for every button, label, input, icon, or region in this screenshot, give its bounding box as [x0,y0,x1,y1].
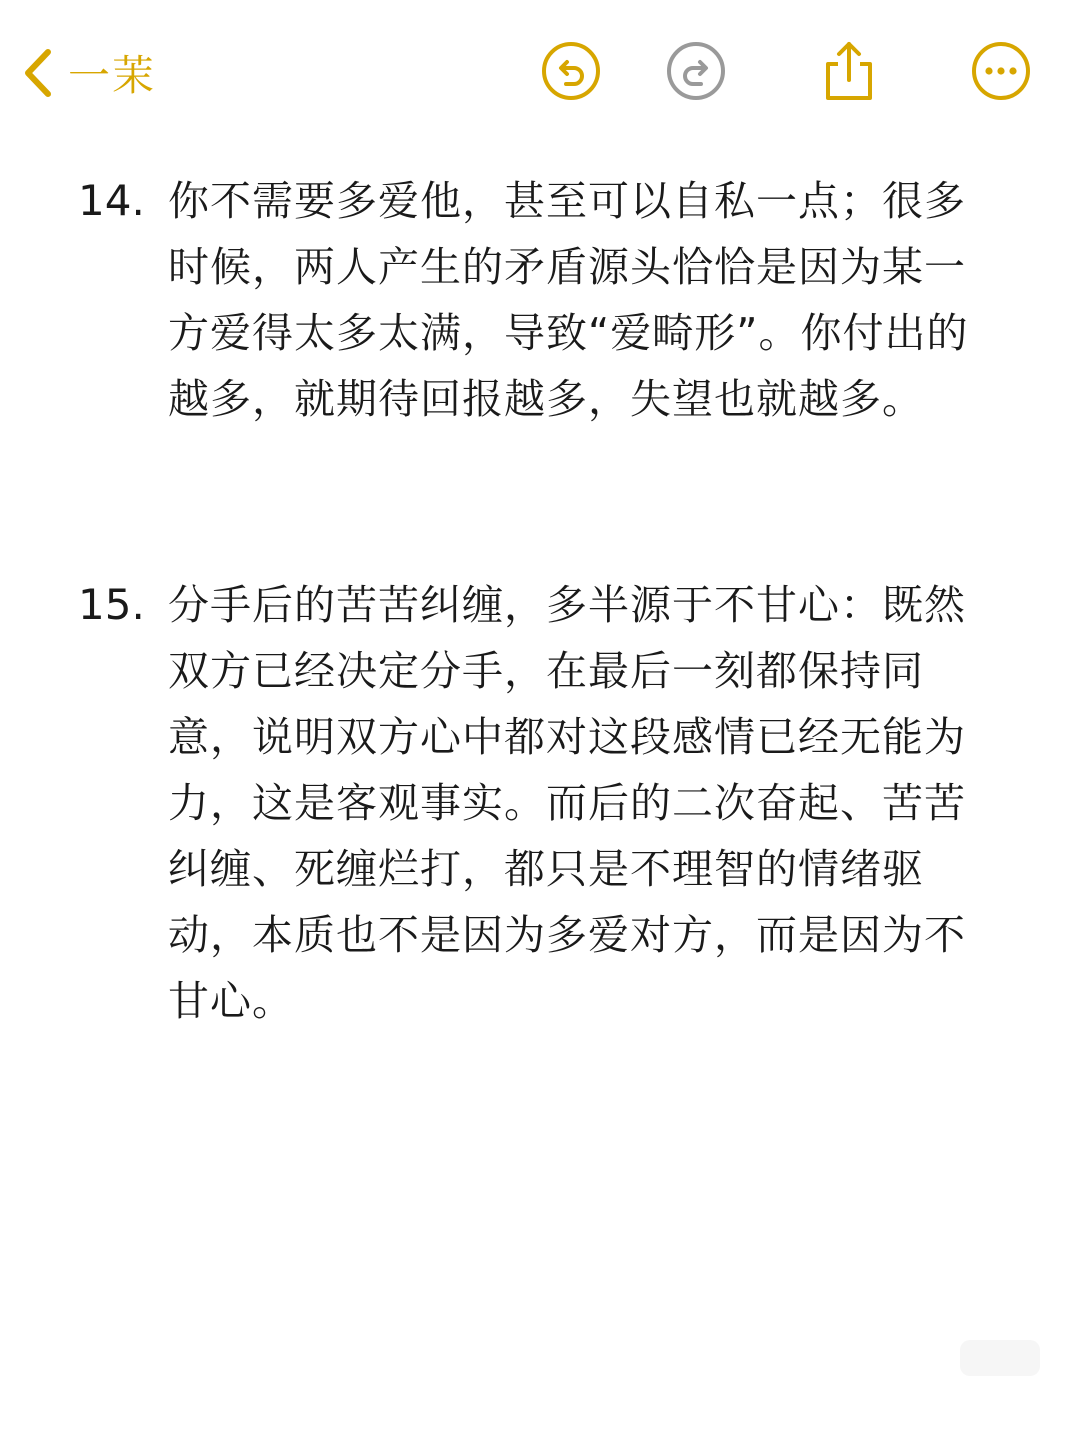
share-button[interactable] [818,40,880,102]
redo-icon [665,40,727,102]
more-button[interactable] [970,40,1032,102]
list-item-number: 15. [78,580,145,629]
back-button[interactable] [20,38,156,108]
undo-button[interactable] [540,40,602,102]
list-item [78,572,998,1034]
list-item-text: 你不需要多爱他，甚至可以自私一点；很多时候，两人产生的矛盾源头恰恰是因为某一方爱得太多太满，导致“爱畸形”。你付出的越多，就期待回报越多，失望也就越多。 [168,177,969,423]
undo-icon [540,40,602,102]
watermark [960,1340,1040,1376]
back-label: 一茉 [68,51,157,100]
list-item-text: 分手后的苦苦纠缠，多半源于不甘心：既然双方已经决定分手，在最后一刻都保持同意，说明双方心中都对这段感情已经无能为力，这是客观事实。而后的二次奋起、苦苦纠缠、死缠烂打，都只是不理智的情绪驱动，本质也不是因为多爱对方，而是因为不甘心。 [168,581,966,1025]
notes-toolbar [0,0,1080,140]
chevron-left-icon [20,46,54,100]
share-icon [818,40,880,102]
more-icon [970,40,1032,102]
redo-button[interactable] [665,40,727,102]
list-item-number: 14. [78,176,145,225]
list-item [78,168,998,432]
